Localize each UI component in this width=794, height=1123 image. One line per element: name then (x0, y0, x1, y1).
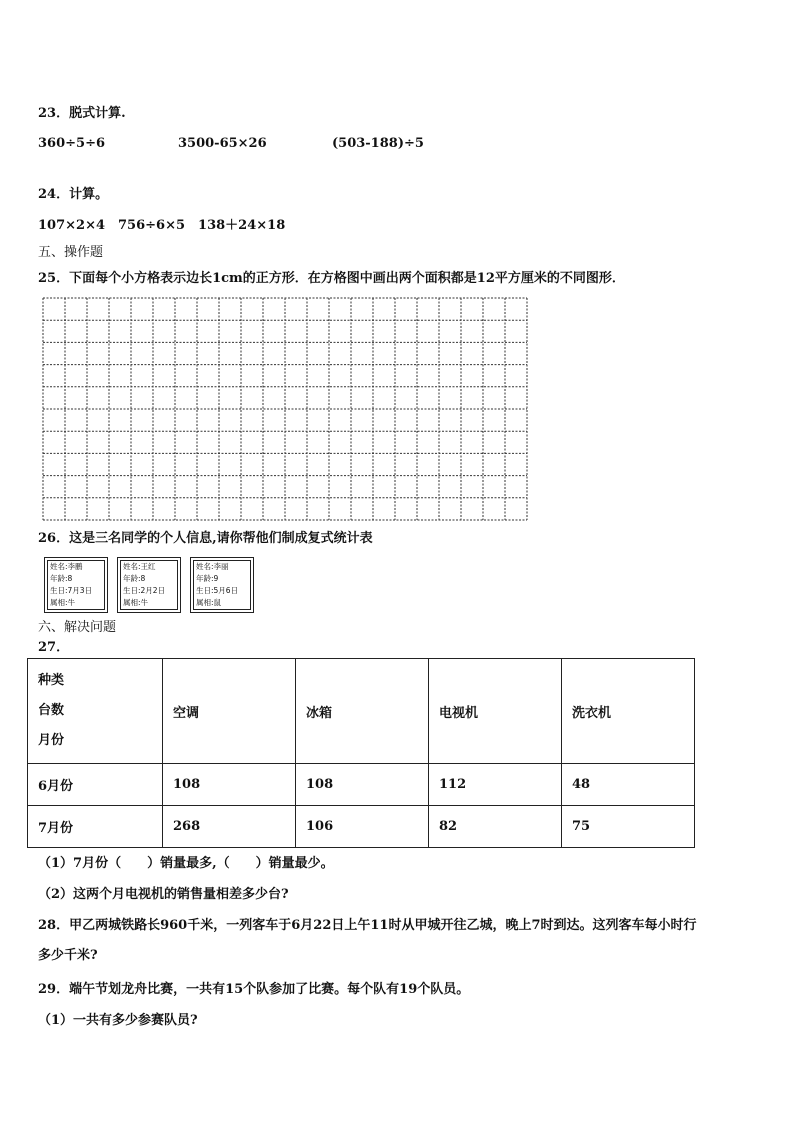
card-birthday: 生日:7月3日 (50, 586, 93, 595)
q23-expr-2: 3500-65×26 (178, 136, 267, 151)
card-name: 姓名:李丽 (196, 562, 229, 571)
table-row (28, 764, 695, 806)
q26-title: 26．这是三名同学的个人信息,请你帮他们制成复式统计表 (38, 531, 373, 546)
card-zodiac: 属相:鼠 (196, 598, 222, 607)
card-name: 姓名:王红 (123, 562, 156, 571)
table-cell: 108 (296, 764, 429, 806)
q23-expr-1: 360÷5÷6 (38, 136, 106, 151)
q29-title: 29．端午节划龙舟比赛，一共有15个队参加了比赛。每个队有19个队员。 (38, 982, 470, 997)
info-card-3 (190, 557, 254, 613)
q23-title: 23．脱式计算. (38, 106, 126, 121)
col-header-ac: 空调 (163, 659, 296, 764)
section-five-heading: 五、操作题 (38, 245, 104, 260)
table-cell: 82 (429, 806, 562, 848)
col-header-washer: 洗衣机 (562, 659, 695, 764)
corner-count: 台数 (38, 703, 65, 718)
info-card-2 (117, 557, 181, 613)
card-age: 年龄:8 (50, 574, 73, 583)
q27-sub1: （1）7月份（ ）销量最多,（ ）销量最少。 (38, 856, 334, 871)
q23-expr-3: (503-188)÷5 (332, 136, 424, 151)
q28-line2: 多少千米? (38, 948, 98, 963)
card-age: 年龄:9 (196, 574, 219, 583)
col-header-tv: 电视机 (429, 659, 562, 764)
table-row (28, 806, 695, 848)
corner-month: 月份 (38, 733, 65, 748)
q27-sub2: （2）这两个月电视机的销售量相差多少台? (38, 887, 289, 902)
table-cell: 268 (163, 806, 296, 848)
card-zodiac: 属相:牛 (123, 598, 149, 607)
table-cell: 48 (562, 764, 695, 806)
info-card-1 (44, 557, 108, 613)
row-label: 7月份 (28, 806, 163, 848)
q27-number: 27． (38, 640, 70, 655)
card-birthday: 生日:2月2日 (123, 586, 166, 595)
col-header-fridge: 冰箱 (296, 659, 429, 764)
q25-title: 25．下面每个小方格表示边长1cm的正方形．在方格图中画出两个面积都是12平方厘米的不同图形． (38, 271, 625, 286)
card-birthday: 生日:5月6日 (196, 586, 239, 595)
section-six-heading: 六、解决问题 (38, 620, 117, 635)
table-cell: 106 (296, 806, 429, 848)
square-grid (42, 297, 528, 521)
card-age: 年龄:8 (123, 574, 146, 583)
table-header-row (28, 659, 695, 764)
q24-title: 24．计算。 (38, 187, 109, 202)
row-label: 6月份 (28, 764, 163, 806)
table-cell: 108 (163, 764, 296, 806)
corner-header (28, 659, 163, 764)
table-cell: 75 (562, 806, 695, 848)
q24-exprs: 107×2×4 756÷6×5 138＋24×18 (38, 218, 286, 233)
card-name: 姓名:李鹏 (50, 562, 83, 571)
q29-sub1: （1）一共有多少参赛队员? (38, 1013, 198, 1028)
sales-table (27, 658, 695, 848)
table-cell: 112 (429, 764, 562, 806)
card-zodiac: 属相:牛 (50, 598, 76, 607)
q28-line1: 28．甲乙两城铁路长960千米，一列客车于6月22日上午11时从甲城开往乙城，晚上7时到达。这列客车每小时行 (38, 918, 697, 933)
corner-category: 种类 (38, 673, 65, 688)
